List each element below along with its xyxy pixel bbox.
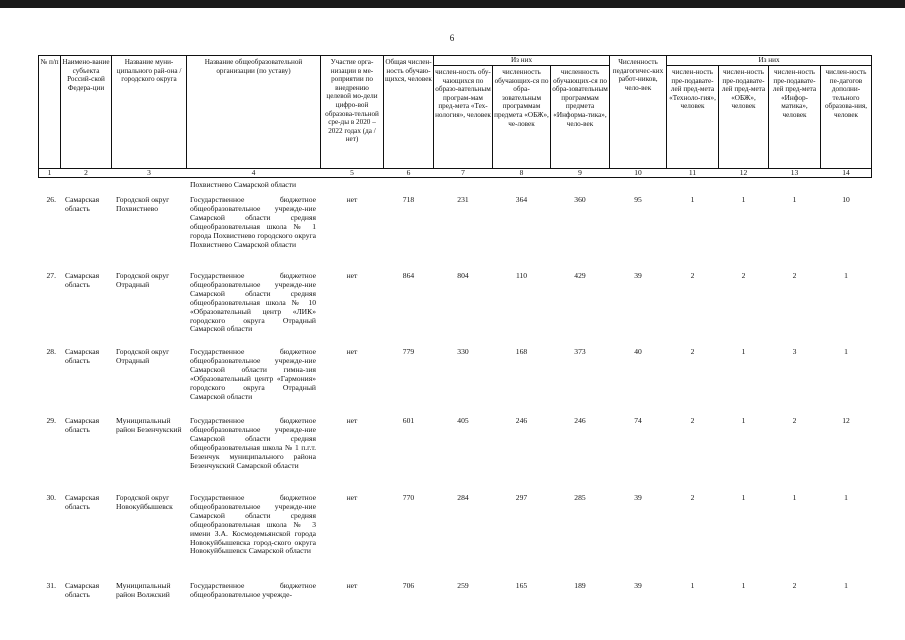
informatics-teachers-cell: 1 [792,493,797,502]
technology-students-cell: 804 [457,271,469,280]
region-cell: Самарская область [65,416,100,434]
header-group-of-them-1: Из них [433,55,610,66]
informatics-teachers-cell: 3 [792,347,797,356]
region-cell: Самарская область [65,271,100,289]
col-number: 13 [790,168,799,177]
col-number: 6 [406,168,411,177]
informatics-teachers-cell: 1 [792,195,797,204]
header-col-2: Наимено-вание субъекта Россий-ской Федера-ции [60,55,112,169]
technology-teachers-cell: 2 [690,347,695,356]
additional-education-teachers-cell: 1 [844,581,848,590]
region-cell: Самарская область [65,581,100,599]
obzh-teachers-cell: 1 [741,581,746,590]
technology-students-cell: 259 [457,581,469,590]
district-cell: Городской округ Отрадный [116,271,170,289]
region-cell: Самарская область [65,195,100,213]
header-col-10: Численность педагогичес-ких работ-ников, чело-век [609,55,667,169]
header-col-5: Участие орга-низации в ме-роприятии по внедрению целевой мо-дели цифро-вой образова-тельной сре-ды в 2020 – 2022 годах (да / нет) [320,55,384,169]
district-cell: Муниципальный район Волжский [116,581,171,599]
organization-cell: Государственное бюджетное общеобразовательное учрежде-ние Самарской области средняя общеобразовательная школа № 1 города Похвистнево городского округа Похвистнево Самарской области [190,195,316,249]
row-number: 30. [46,493,56,502]
informatics-teachers-cell: 2 [792,416,797,425]
row-number: 27. [46,271,56,280]
header-col-4: Название общеобразовательной организации (по уставу) [186,55,321,169]
teachers-cell: 39 [634,581,642,590]
technology-teachers-cell: 2 [690,493,695,502]
participation-cell: нет [346,271,358,280]
col-number: 12 [739,168,748,177]
additional-education-teachers-cell: 12 [842,416,850,425]
obzh-students-cell: 165 [515,581,528,590]
technology-teachers-cell: 2 [690,416,695,425]
total-students-cell: 779 [402,347,415,356]
organization-cell: Государственное бюджетное общеобразовательное учрежде-ние Самарской области средняя общеобразовательная школа № 10 «Образовательный центр «ЛИК» городского округа Отрадный Самарской области [190,271,316,334]
row-number: 29. [46,416,56,425]
header-col-7: числен-ность обу-чающихся по образо-вательным програм-мам пред-мета «Тех-нология», человек [433,65,493,169]
total-students-cell: 706 [402,581,415,590]
participation-cell: нет [346,347,358,356]
scan-top-border [0,0,905,8]
col-number: 4 [251,168,256,177]
district-cell: Городской округ Похвистнево [116,195,170,213]
additional-education-teachers-cell: 1 [844,493,848,502]
informatics-students-cell: 360 [574,195,586,204]
district-cell: Муниципальный район Безенчукский [116,416,182,434]
obzh-teachers-cell: 1 [741,347,746,356]
obzh-students-cell: 364 [515,195,528,204]
obzh-teachers-cell: 1 [741,195,746,204]
informatics-students-cell: 189 [574,581,586,590]
header-col-11: числен-ность пре-подавате-лей пред-мета «Техноло-гия», человек [666,65,719,169]
teachers-cell: 40 [634,347,642,356]
region-cell: Самарская область [65,347,100,365]
continuation-text: Похвистнево Самарской области [190,180,297,189]
col-number: 9 [578,168,582,177]
obzh-students-cell: 297 [515,493,528,502]
informatics-teachers-cell: 2 [792,271,797,280]
informatics-students-cell: 285 [574,493,586,502]
informatics-students-cell: 246 [574,416,586,425]
teachers-cell: 74 [634,416,642,425]
additional-education-teachers-cell: 1 [844,271,848,280]
col-number: 5 [350,168,354,177]
organization-cell: Государственное бюджетное общеобразовательное учрежде-ние Самарской области средняя общеобразовательная школа № 3 имени З.А. Космодемьянской города Новокуйбышевска город-ского округа Новокуйбышевск Самарской области [190,493,316,556]
header-col-13: числен-ность пре-подавате-лей пред-мета «Инфор-матика», человек [768,65,821,169]
technology-teachers-cell: 1 [690,195,695,204]
participation-cell: нет [346,416,358,425]
participation-cell: нет [346,493,358,502]
informatics-students-cell: 429 [574,271,586,280]
technology-students-cell: 405 [457,416,469,425]
region-cell: Самарская область [65,493,100,511]
obzh-students-cell: 168 [515,347,528,356]
organization-cell: Государственное бюджетное общеобразовательное учрежде-ние Самарской области средняя общеобразовательная школа № 1 п.г.т. Безенчук муниципального района Безенчукский Самарской области [190,416,316,470]
teachers-cell: 39 [634,493,642,502]
col-number: 7 [461,168,465,177]
col-number: 8 [519,168,524,177]
header-col-1: № п/п [38,55,61,169]
participation-cell: нет [346,195,358,204]
obzh-students-cell: 246 [515,416,528,425]
col-number: 2 [84,168,88,177]
header-group-of-them-2: Из них [666,55,872,66]
additional-education-teachers-cell: 10 [842,195,850,204]
col-number: 1 [47,168,52,177]
row-number: 26. [46,195,56,204]
col-number: 10 [634,168,642,177]
district-cell: Городской округ Новокуйбышевск [116,493,173,511]
total-students-cell: 864 [402,271,415,280]
participation-cell: нет [346,581,358,590]
header-col-8: численность обучающих-ся по обра-зовательным программам предмета «ОБЖ», че-ловек [492,65,551,169]
teachers-cell: 39 [634,271,642,280]
row-number: 28. [46,347,56,356]
col-number: 14 [842,168,850,177]
technology-students-cell: 231 [457,195,469,204]
total-students-cell: 718 [402,195,415,204]
header-col-3: Название муни-ципального рай-она / городского округа [111,55,187,169]
technology-students-cell: 330 [457,347,469,356]
page-number: 6 [449,33,455,43]
table-header [0,55,905,175]
obzh-teachers-cell: 1 [741,493,746,502]
total-students-cell: 770 [402,493,415,502]
technology-students-cell: 284 [457,493,469,502]
col-number: 3 [147,168,151,177]
informatics-teachers-cell: 2 [792,581,797,590]
organization-cell: Государственное бюджетное общеобразовательное учрежде-ние Самарской области гимна-зия «Образовательный центр «Гармония» городского округа Отрадный Самарской области [190,347,316,401]
total-students-cell: 601 [402,416,415,425]
technology-teachers-cell: 2 [690,271,695,280]
teachers-cell: 95 [634,195,642,204]
informatics-students-cell: 373 [574,347,586,356]
obzh-teachers-cell: 1 [741,416,746,425]
obzh-students-cell: 110 [515,271,528,280]
technology-teachers-cell: 1 [690,581,695,590]
row-number: 31. [46,581,56,590]
additional-education-teachers-cell: 1 [844,347,848,356]
header-col-14: числен-ность пе-дагогов дополни-тельного образова-ния, человек [820,65,872,169]
header-col-9: численность обучающих-ся по обра-зовательным программам предмета «Информа-тика», чело-век [550,65,610,169]
organization-cell: Государственное бюджетное общеобразовательное учрежде- [190,581,316,599]
district-cell: Городской округ Отрадный [116,347,170,365]
obzh-teachers-cell: 2 [741,271,746,280]
header-col-6: Общая числен-ность обучаю-щихся, человек [383,55,434,169]
col-number: 11 [688,168,697,177]
header-col-12: числен-ность пре-подавате-лей пред-мета «ОБЖ», человек [718,65,769,169]
